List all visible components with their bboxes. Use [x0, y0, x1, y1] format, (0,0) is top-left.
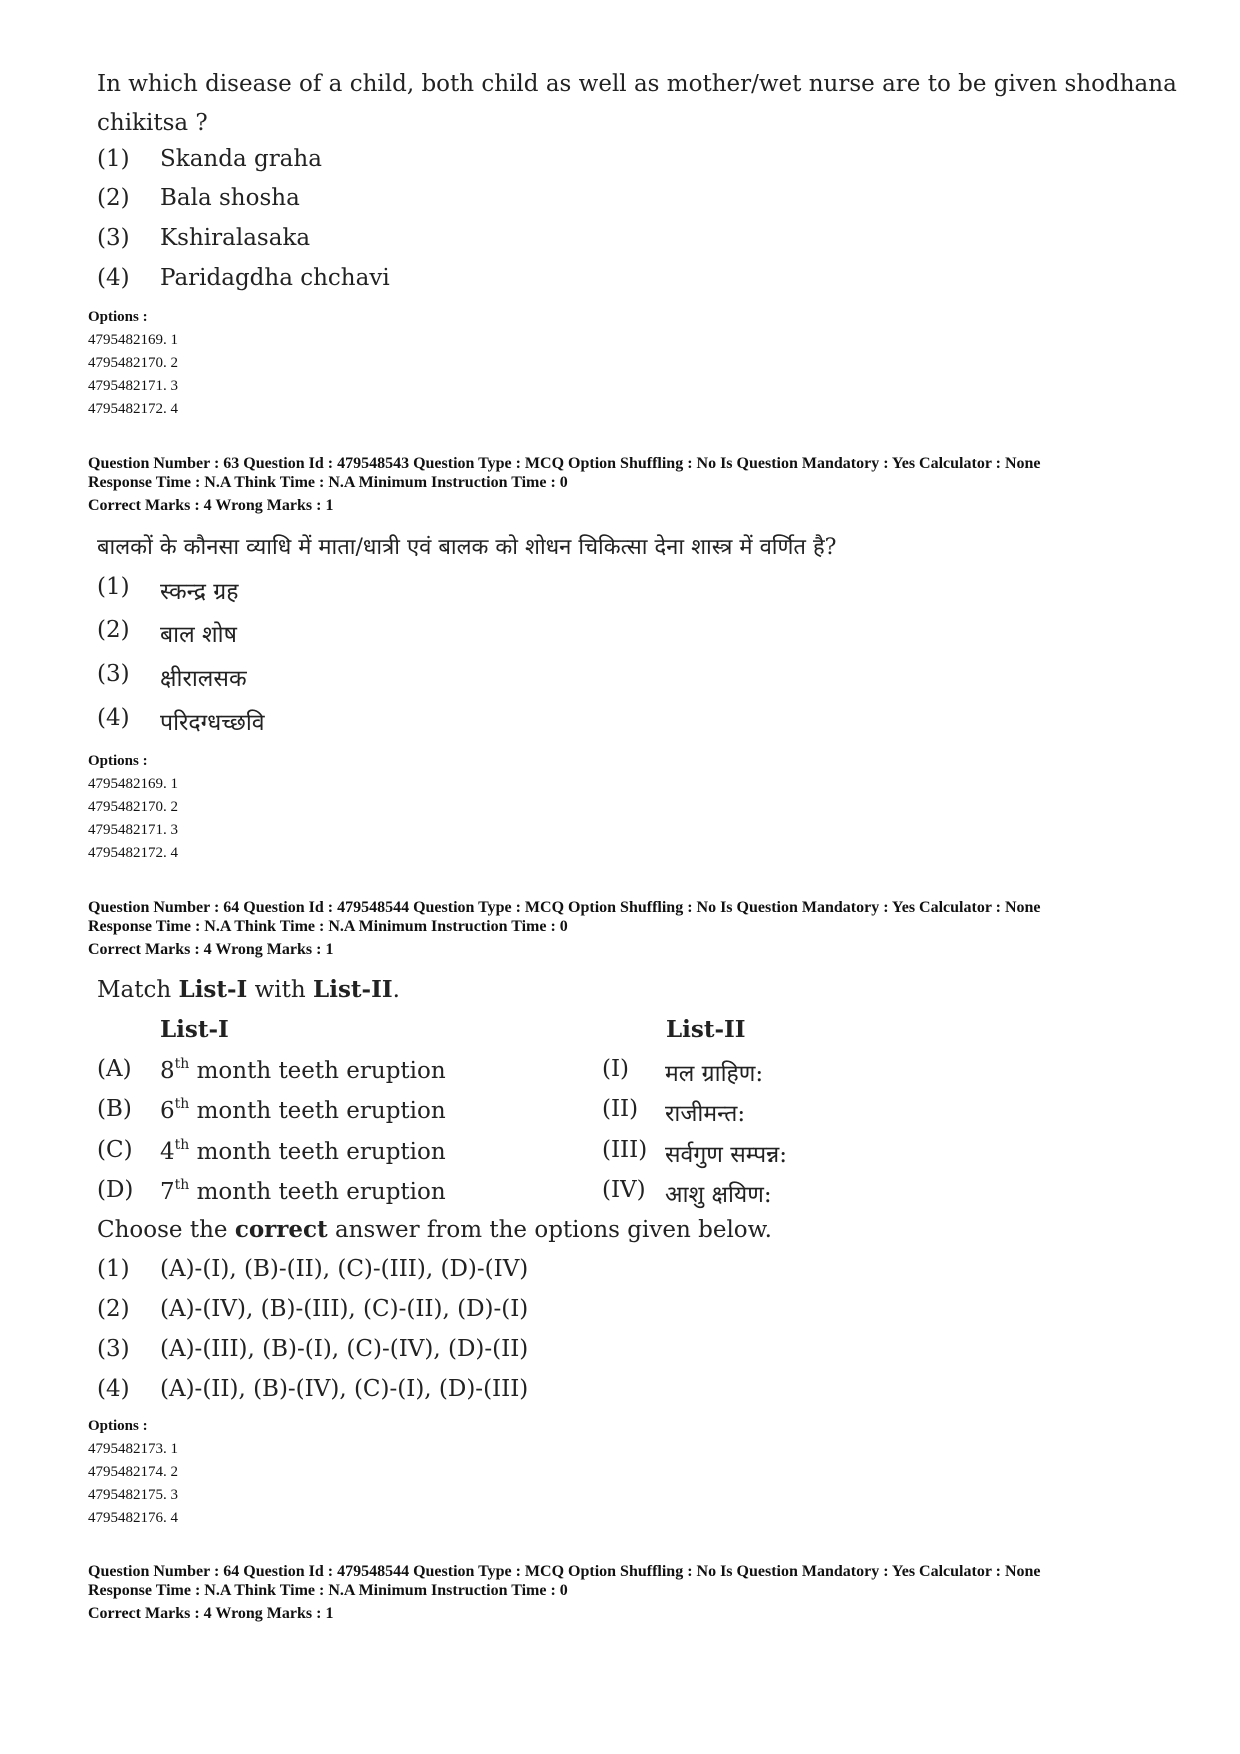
question-meta [88, 454, 1041, 515]
list2-label: (IV) [602, 1177, 646, 1203]
choice-number: (3) [97, 1336, 130, 1362]
list2-text: सर्वगुण सम्पन्न: [665, 1142, 788, 1168]
choice-label: (A)-(III), (B)-(I), (C)-(IV), (D)-(II) [160, 1336, 529, 1362]
match-intro [97, 976, 400, 1003]
choose-prefix: Choose the [97, 1217, 235, 1243]
option-id: 4795482171. 3 [88, 378, 178, 394]
choice-label: (A)-(IV), (B)-(III), (C)-(II), (D)-(I) [160, 1296, 529, 1322]
option-id: 4795482172. 4 [88, 401, 178, 417]
choice-label: बाल शोष [160, 622, 237, 648]
options-block [88, 306, 178, 421]
list1-phrase: month teeth eruption [189, 1058, 446, 1084]
question-meta-line1: Question Number : 64 Question Id : 479548544 Question Type : MCQ Option Shuffling : No Is Question Mandatory : Yes Calculator : None [88, 899, 1041, 916]
option-id: 4795482169. 1 [88, 776, 178, 792]
question-meta-line2: Response Time : N.A Think Time : N.A Minimum Instruction Time : 0 [88, 474, 568, 491]
list1-text [160, 1137, 446, 1165]
choice-number: (4) [97, 1376, 130, 1402]
option-id: 4795482174. 2 [88, 1464, 178, 1480]
ordinal-suffix: th [174, 1177, 190, 1193]
choice-number: (4) [97, 265, 130, 291]
choice-label: क्षीरालसक [160, 666, 247, 692]
ordinal-suffix: th [174, 1096, 190, 1112]
list2-heading: List-II [666, 1016, 746, 1043]
choice-label: स्कन्द्र ग्रह [160, 579, 239, 605]
ordinal-number: 7 [160, 1179, 175, 1205]
question-meta [88, 898, 1041, 959]
list1-text [160, 1177, 446, 1205]
ordinal-suffix: th [174, 1056, 190, 1072]
choice-number: (3) [97, 661, 130, 687]
choice-label: (A)-(I), (B)-(II), (C)-(III), (D)-(IV) [160, 1256, 529, 1282]
match-row [97, 1056, 897, 1092]
list1-phrase: month teeth eruption [189, 1139, 446, 1165]
option-id: 4795482170. 2 [88, 799, 178, 815]
match-row [97, 1137, 897, 1173]
list1-label: (C) [97, 1137, 133, 1163]
option-id: 4795482175. 3 [88, 1487, 178, 1503]
option-id: 4795482170. 2 [88, 355, 178, 371]
list2-label: (II) [602, 1096, 639, 1122]
list1-phrase: month teeth eruption [189, 1098, 446, 1124]
choice-number: (2) [97, 617, 130, 643]
choose-suffix: answer from the options given below. [327, 1217, 772, 1243]
list1-label: (A) [97, 1056, 132, 1082]
question-meta-line2: Response Time : N.A Think Time : N.A Minimum Instruction Time : 0 [88, 1582, 568, 1599]
choice-label: Paridagdha chchavi [160, 265, 390, 291]
option-id: 4795482171. 3 [88, 822, 178, 838]
question-62-line1: In which disease of a child, both child as well as mother/wet nurse are to be given shodhana [97, 71, 1177, 97]
list2-label: (I) [602, 1056, 630, 1082]
options-heading: Options : [88, 1418, 148, 1434]
question-meta-line2: Response Time : N.A Think Time : N.A Minimum Instruction Time : 0 [88, 918, 568, 935]
ordinal-suffix: th [174, 1137, 190, 1153]
choice-list [97, 1256, 797, 1416]
choice-label: Skanda graha [160, 146, 322, 172]
choose-instruction [97, 1216, 772, 1243]
question-63-text: बालकों के कौनसा व्याधि में माता/धात्री एवं बालक को शोधन चिकित्सा देना शास्त्र में वर्णित है? [97, 535, 837, 560]
option-id: 4795482172. 4 [88, 845, 178, 861]
choose-bold: correct [234, 1216, 328, 1243]
list2-text: राजीमन्त: [665, 1101, 746, 1127]
choice-list [97, 146, 697, 296]
options-heading: Options : [88, 753, 148, 769]
marks-line: Correct Marks : 4 Wrong Marks : 1 [88, 941, 334, 958]
ordinal-number: 6 [160, 1098, 175, 1124]
marks-line: Correct Marks : 4 Wrong Marks : 1 [88, 497, 334, 514]
choice-label: Bala shosha [160, 185, 300, 211]
question-meta-line1: Question Number : 63 Question Id : 479548543 Question Type : MCQ Option Shuffling : No Is Question Mandatory : Yes Calculator : None [88, 455, 1041, 472]
ordinal-number: 8 [160, 1058, 175, 1084]
match-table [97, 1056, 897, 1216]
choice-label: (A)-(II), (B)-(IV), (C)-(I), (D)-(III) [160, 1376, 529, 1402]
option-id: 4795482173. 1 [88, 1441, 178, 1457]
match-row [97, 1096, 897, 1132]
choice-number: (4) [97, 705, 130, 731]
list1-heading: List-I [160, 1016, 229, 1043]
question-meta [88, 1562, 1041, 1623]
list1-text [160, 1056, 446, 1084]
list1-label: (B) [97, 1096, 132, 1122]
list1-text [160, 1096, 446, 1124]
choice-number: (1) [97, 574, 130, 600]
choice-number: (1) [97, 146, 130, 172]
question-meta-line1: Question Number : 64 Question Id : 479548544 Question Type : MCQ Option Shuffling : No Is Question Mandatory : Yes Calculator : None [88, 1563, 1041, 1580]
intro-prefix: Match [97, 977, 179, 1003]
list1-phrase: month teeth eruption [189, 1179, 446, 1205]
choice-number: (2) [97, 1296, 130, 1322]
list2-label: (III) [602, 1137, 648, 1163]
options-block [88, 750, 178, 865]
match-row [97, 1177, 897, 1213]
choice-list [97, 574, 697, 744]
intro-with: with [247, 977, 314, 1003]
choice-number: (3) [97, 225, 130, 251]
list1-label: (D) [97, 1177, 134, 1203]
marks-line: Correct Marks : 4 Wrong Marks : 1 [88, 1605, 334, 1622]
intro-list2: List-II [313, 976, 393, 1003]
options-block [88, 1415, 178, 1530]
choice-number: (2) [97, 185, 130, 211]
list2-text: मल ग्राहिण: [665, 1061, 764, 1087]
option-id: 4795482169. 1 [88, 332, 178, 348]
option-id: 4795482176. 4 [88, 1510, 178, 1526]
intro-list1: List-I [178, 976, 248, 1003]
list2-text: आशु क्षयिण: [665, 1182, 772, 1208]
options-heading: Options : [88, 309, 148, 325]
intro-suffix: . [392, 977, 400, 1003]
question-62-text [97, 66, 1177, 141]
choice-label: परिदग्धच्छवि [160, 710, 265, 736]
ordinal-number: 4 [160, 1139, 175, 1165]
question-62-line2: chikitsa ? [97, 110, 208, 136]
choice-number: (1) [97, 1256, 130, 1282]
choice-label: Kshiralasaka [160, 225, 311, 251]
